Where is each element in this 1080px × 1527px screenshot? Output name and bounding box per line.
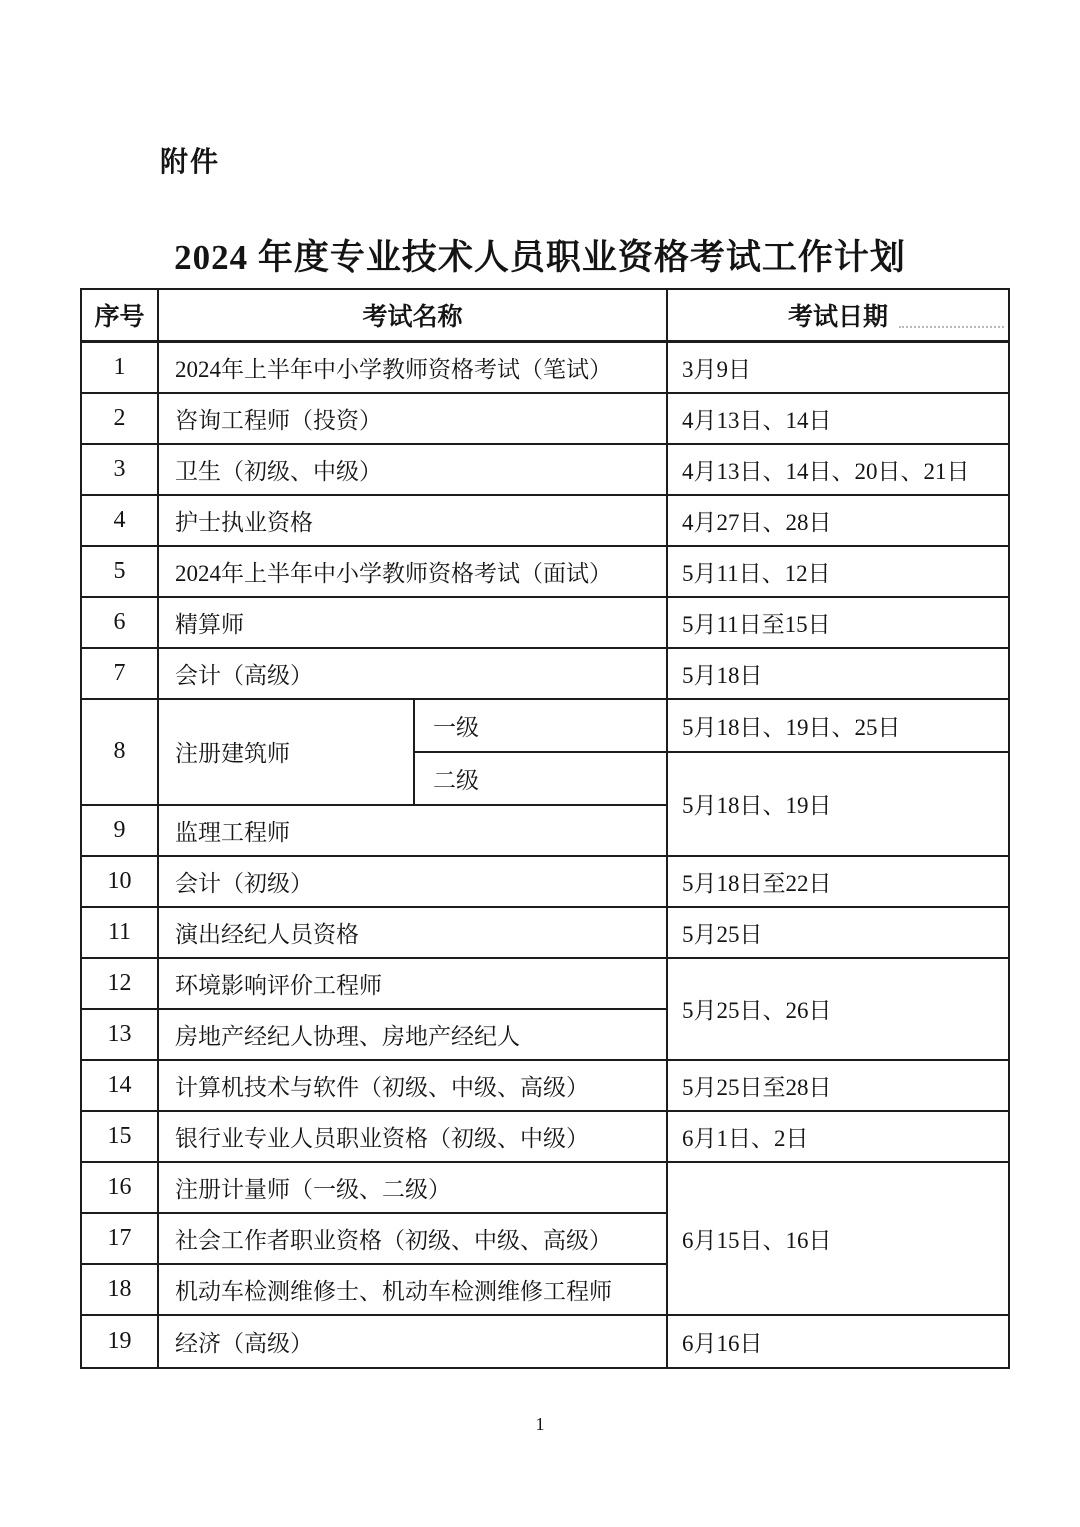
attachment-label: 附件 (160, 146, 221, 177)
table-row (81, 856, 1009, 907)
page-number: 1 (535, 1414, 545, 1434)
exam-date: 5月25日 (667, 907, 1009, 958)
row-num: 10 (81, 856, 158, 907)
exam-date: 6月16日 (667, 1315, 1009, 1368)
table-row (81, 342, 1009, 393)
table-row (81, 958, 1009, 1009)
row-num: 9 (81, 805, 158, 856)
table-row (81, 1315, 1009, 1368)
scan-dotted-artifact (899, 326, 1004, 328)
column-header-date-label: 考试日期 (788, 303, 889, 331)
table-row (81, 597, 1009, 648)
table-row (81, 648, 1009, 699)
table-row-8-level1 (81, 699, 1009, 752)
row-num: 17 (81, 1213, 158, 1264)
exam-name: 注册计量师（一级、二级） (158, 1162, 667, 1213)
exam-date: 5月18日、19日、25日 (667, 699, 1009, 752)
table-row (81, 444, 1009, 495)
exam-name: 会计（高级） (158, 648, 667, 699)
exam-name: 房地产经纪人协理、房地产经纪人 (158, 1009, 667, 1060)
table-header-row (81, 289, 1009, 342)
row-num: 1 (81, 342, 158, 393)
exam-name: 经济（高级） (158, 1315, 667, 1368)
exam-name: 精算师 (158, 597, 667, 648)
row-num: 15 (81, 1111, 158, 1162)
exam-date: 5月11日至15日 (667, 597, 1009, 648)
exam-sub-level: 一级 (414, 699, 667, 752)
exam-date: 4月27日、28日 (667, 495, 1009, 546)
exam-date: 5月25日至28日 (667, 1060, 1009, 1111)
row-num: 13 (81, 1009, 158, 1060)
row-num: 16 (81, 1162, 158, 1213)
exam-sub-level: 二级 (414, 752, 667, 805)
table-row (81, 1162, 1009, 1213)
table-row (81, 907, 1009, 958)
exam-name: 银行业专业人员职业资格（初级、中级） (158, 1111, 667, 1162)
exam-date-merged: 6月15日、16日 (667, 1162, 1009, 1315)
exam-schedule-table (80, 288, 1010, 1369)
exam-name: 卫生（初级、中级） (158, 444, 667, 495)
page-title: 2024 年度专业技术人员职业资格考试工作计划 (174, 238, 906, 277)
row-num: 14 (81, 1060, 158, 1111)
exam-name: 环境影响评价工程师 (158, 958, 667, 1009)
row-num: 8 (81, 699, 158, 805)
row-num: 5 (81, 546, 158, 597)
table-row (81, 393, 1009, 444)
exam-name: 机动车检测维修士、机动车检测维修工程师 (158, 1264, 667, 1315)
row-num: 2 (81, 393, 158, 444)
exam-date: 6月1日、2日 (667, 1111, 1009, 1162)
row-num: 4 (81, 495, 158, 546)
table-row (81, 1060, 1009, 1111)
row-num: 6 (81, 597, 158, 648)
exam-name: 咨询工程师（投资） (158, 393, 667, 444)
table-row (81, 495, 1009, 546)
exam-name: 监理工程师 (158, 805, 667, 856)
exam-name: 注册建筑师 (158, 699, 414, 805)
exam-date: 5月11日、12日 (667, 546, 1009, 597)
exam-date: 4月13日、14日 (667, 393, 1009, 444)
row-num: 12 (81, 958, 158, 1009)
row-num: 19 (81, 1315, 158, 1368)
row-num: 7 (81, 648, 158, 699)
exam-name: 计算机技术与软件（初级、中级、高级） (158, 1060, 667, 1111)
exam-date-merged: 5月18日、19日 (667, 752, 1009, 856)
exam-date-merged: 5月25日、26日 (667, 958, 1009, 1060)
column-header-name: 考试名称 (158, 289, 667, 342)
exam-date: 4月13日、14日、20日、21日 (667, 444, 1009, 495)
exam-name: 护士执业资格 (158, 495, 667, 546)
table-row (81, 1111, 1009, 1162)
table-row (81, 546, 1009, 597)
exam-name: 社会工作者职业资格（初级、中级、高级） (158, 1213, 667, 1264)
exam-date: 3月9日 (667, 342, 1009, 393)
exam-name: 演出经纪人员资格 (158, 907, 667, 958)
exam-name: 2024年上半年中小学教师资格考试（面试） (158, 546, 667, 597)
column-header-num: 序号 (81, 289, 158, 342)
row-num: 18 (81, 1264, 158, 1315)
row-num: 3 (81, 444, 158, 495)
column-header-date (667, 289, 1009, 342)
exam-date: 5月18日 (667, 648, 1009, 699)
exam-date: 5月18日至22日 (667, 856, 1009, 907)
row-num: 11 (81, 907, 158, 958)
exam-name: 2024年上半年中小学教师资格考试（笔试） (158, 342, 667, 393)
exam-name: 会计（初级） (158, 856, 667, 907)
